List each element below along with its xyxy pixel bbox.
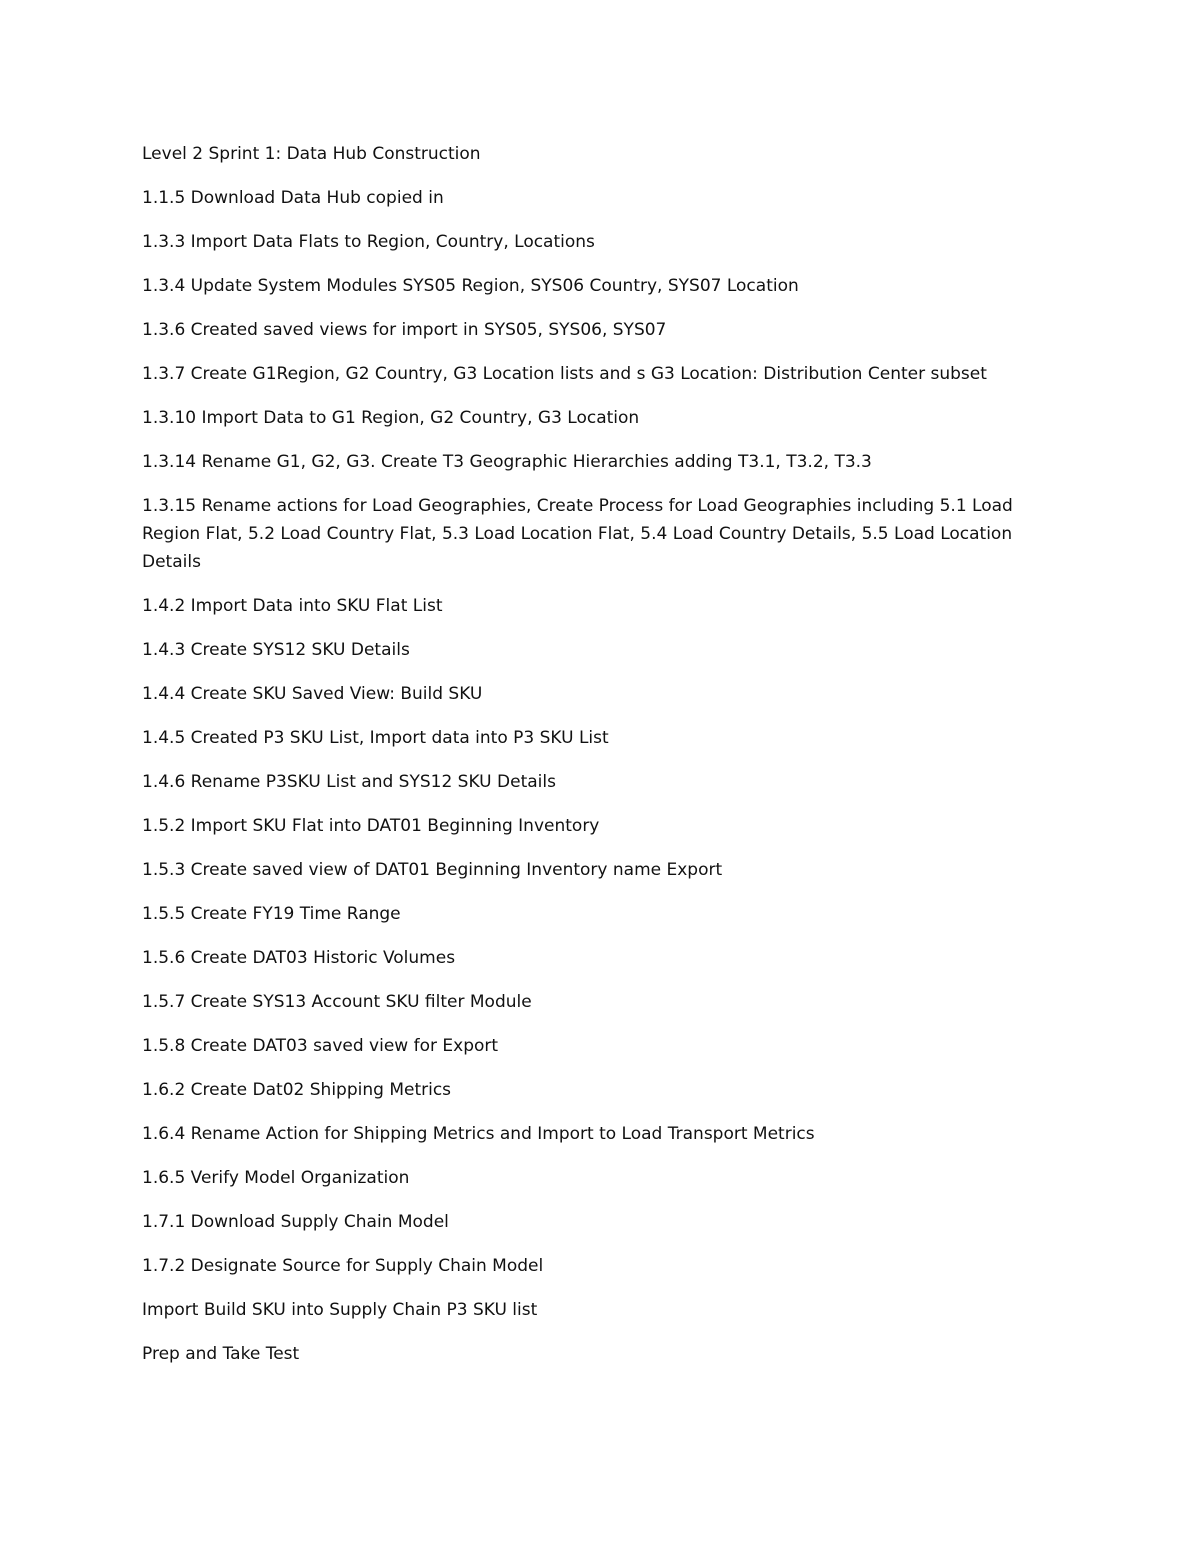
task-item: 1.3.15 Rename actions for Load Geographies, Create Process for Load Geographies including 5.1 Load Region Flat, 5.2 Load Country Flat, 5.3 Load Location Flat, 5.4 Load Country Details, 5.5 Load Location Details (142, 496, 1013, 572)
task-item: 1.3.4 Update System Modules SYS05 Region, SYS06 Country, SYS07 Location (142, 276, 799, 296)
task-item: Prep and Take Test (142, 1344, 300, 1364)
task-item: 1.5.8 Create DAT03 saved view for Export (142, 1036, 499, 1056)
document-title: Level 2 Sprint 1: Data Hub Construction (142, 144, 481, 164)
task-item: Import Build SKU into Supply Chain P3 SKU list (142, 1300, 538, 1320)
task-item: 1.3.14 Rename G1, G2, G3. Create T3 Geographic Hierarchies adding T3.1, T3.2, T3.3 (142, 452, 872, 472)
task-item: 1.5.7 Create SYS13 Account SKU filter Module (142, 992, 532, 1012)
task-item: 1.7.1 Download Supply Chain Model (142, 1212, 449, 1232)
task-item: 1.3.7 Create G1Region, G2 Country, G3 Location lists and s G3 Location: Distribution Center subset (142, 364, 987, 384)
task-item: 1.6.4 Rename Action for Shipping Metrics and Import to Load Transport Metrics (142, 1124, 815, 1144)
task-item: 1.6.5 Verify Model Organization (142, 1168, 410, 1188)
task-item: 1.3.10 Import Data to G1 Region, G2 Country, G3 Location (142, 408, 640, 428)
task-item: 1.4.3 Create SYS12 SKU Details (142, 640, 410, 660)
task-item: 1.3.3 Import Data Flats to Region, Country, Locations (142, 232, 595, 252)
task-item: 1.5.2 Import SKU Flat into DAT01 Beginning Inventory (142, 816, 600, 836)
task-item: 1.4.5 Created P3 SKU List, Import data into P3 SKU List (142, 728, 609, 748)
task-item: 1.5.3 Create saved view of DAT01 Beginning Inventory name Export (142, 860, 723, 880)
task-item: 1.4.4 Create SKU Saved View: Build SKU (142, 684, 483, 704)
task-item: 1.7.2 Designate Source for Supply Chain Model (142, 1256, 544, 1276)
task-item: 1.5.6 Create DAT03 Historic Volumes (142, 948, 456, 968)
document-body (142, 140, 1042, 1384)
task-item: 1.3.6 Created saved views for import in SYS05, SYS06, SYS07 (142, 320, 667, 340)
task-item: 1.6.2 Create Dat02 Shipping Metrics (142, 1080, 452, 1100)
task-item: 1.4.6 Rename P3SKU List and SYS12 SKU Details (142, 772, 556, 792)
task-item: 1.5.5 Create FY19 Time Range (142, 904, 401, 924)
task-item: 1.4.2 Import Data into SKU Flat List (142, 596, 443, 616)
task-item: 1.1.5 Download Data Hub copied in (142, 188, 444, 208)
